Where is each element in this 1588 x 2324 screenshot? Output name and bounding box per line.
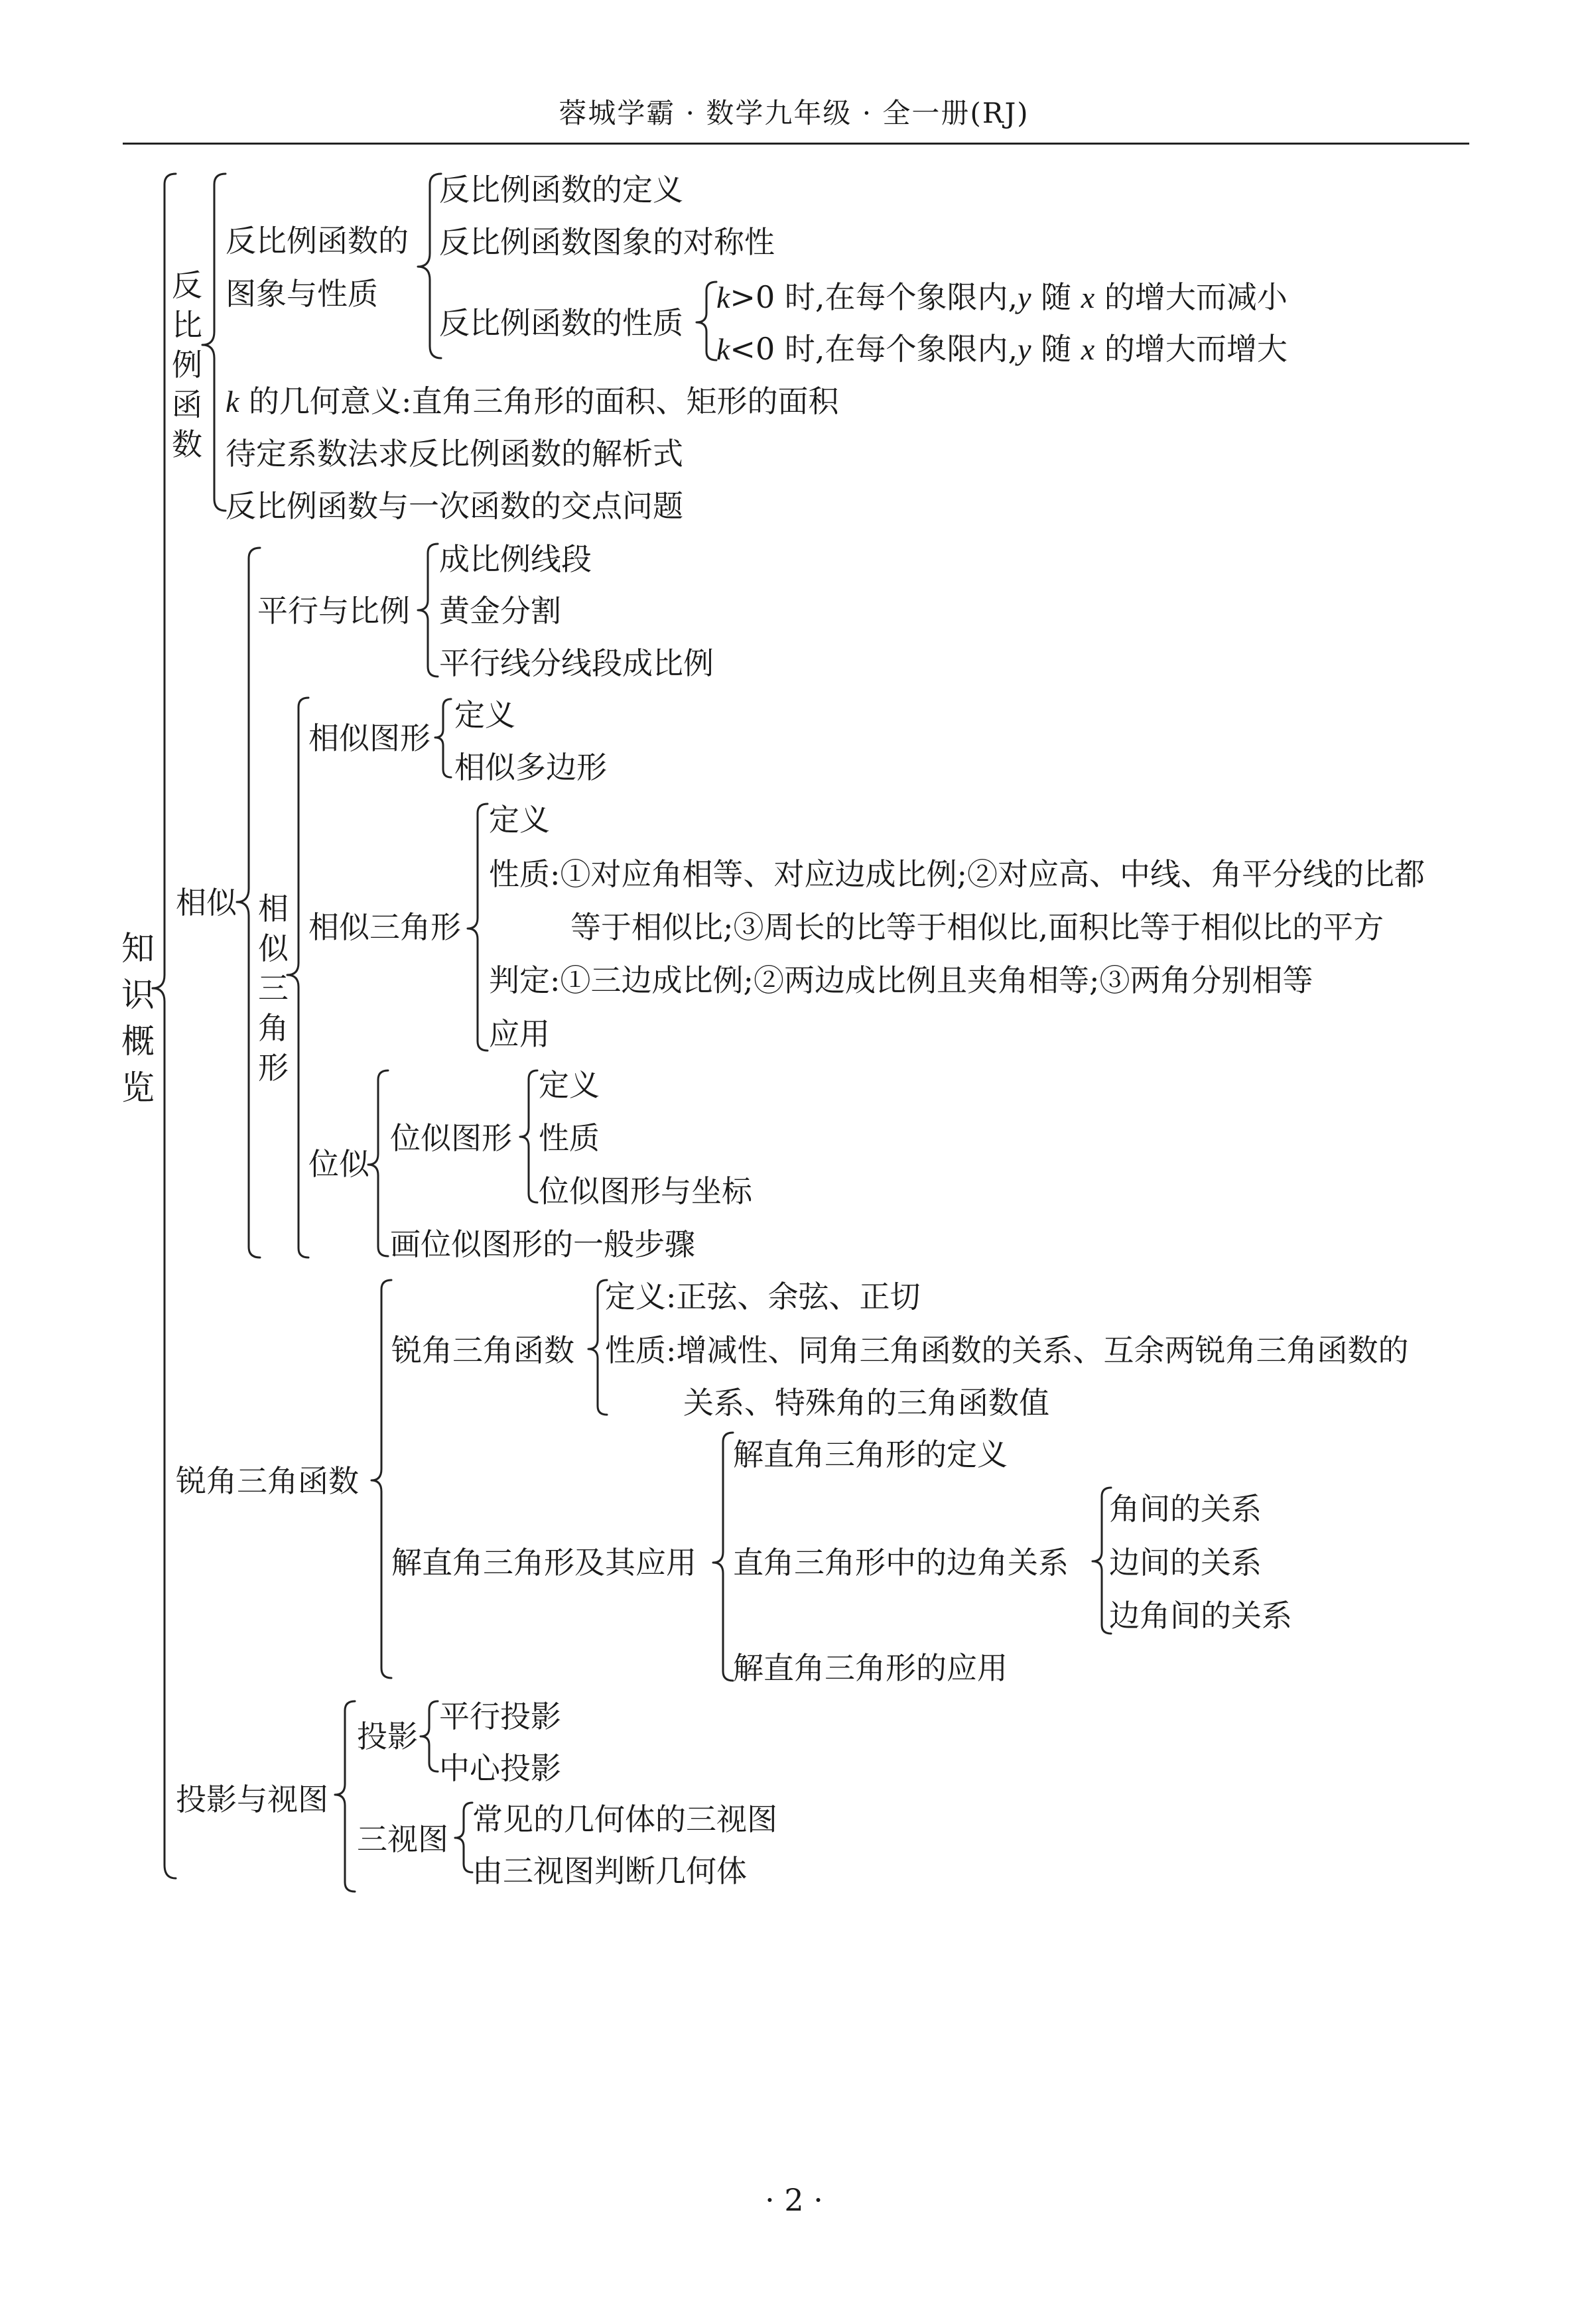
figures-title: 相似图形: [308, 720, 430, 756]
property-tail: 的增大而增大: [1094, 331, 1288, 367]
relation: <0: [730, 331, 775, 367]
property-tail: 的增大而减小: [1094, 279, 1288, 315]
graph-props-line1: 反比例函数的: [226, 223, 409, 259]
solving-definition: 解直角三角形的定义: [733, 1437, 1008, 1472]
property-mid: 随: [1031, 331, 1081, 367]
relation-angles: 角间的关系: [1109, 1491, 1262, 1527]
proj-title: 投影: [357, 1718, 418, 1754]
relation-sides: 边间的关系: [1109, 1545, 1262, 1581]
x-var: x: [1081, 332, 1095, 366]
k-meaning-text: 的几何意义:直角三角形的面积、矩形的面积: [239, 383, 839, 419]
proj-item-2: 中心投影: [439, 1750, 561, 1786]
triangles-definition: 定义: [489, 802, 550, 838]
homothety-figure-item-3: 位似图形与坐标: [539, 1173, 752, 1209]
acute-title: 锐角三角函数: [391, 1332, 574, 1368]
acute-definition: 定义:正弦、余弦、正切: [605, 1279, 921, 1315]
relation: >0: [730, 279, 775, 315]
inverse-title: 反比例函数: [172, 267, 202, 462]
brace-homothety-figure: [520, 1070, 537, 1202]
triangles-application: 应用: [489, 1016, 550, 1052]
relation-sides-angles: 边角间的关系: [1109, 1598, 1292, 1634]
brace-trig: [371, 1280, 391, 1678]
triangles-title: 相似三角形: [308, 909, 461, 945]
acute-property-1: 性质:增减性、同角三角函数的关系、互余两锐角三角函数的: [605, 1332, 1409, 1368]
inverse-definition: 反比例函数的定义: [439, 172, 683, 208]
views-item-2: 由三视图判断几何体: [472, 1853, 747, 1889]
brace-relations: [1092, 1488, 1111, 1634]
homothety-figure-title: 位似图形: [390, 1120, 512, 1156]
y-var: y: [1018, 281, 1031, 314]
brace-homothety: [368, 1070, 388, 1256]
triangles-property-2: 等于相似比;③周长的比等于相似比,面积比等于相似比的平方: [570, 909, 1384, 945]
solving-application: 解直角三角形的应用: [733, 1650, 1008, 1686]
property-item-positive: [716, 279, 1288, 315]
brace-graph-props: [418, 174, 441, 358]
similar-title: 相似: [176, 885, 237, 921]
solving-title: 解直角三角形及其应用: [391, 1545, 696, 1581]
triangles-property-1: 性质:①对应角相等、对应边成比例;②对应高、中线、角平分线的比都: [489, 856, 1425, 892]
parallel-item-2: 黄金分割: [439, 593, 561, 629]
property-item-negative: [716, 331, 1288, 367]
graph-props-line2: 图象与性质: [226, 276, 378, 312]
brace-property-items: [696, 282, 716, 360]
page-number: · 2 ·: [765, 2182, 823, 2218]
brace-figures: [435, 699, 451, 777]
projection-title: 投影与视图: [176, 1781, 328, 1817]
brace-acute: [588, 1280, 607, 1415]
homothety-figure-item-1: 定义: [539, 1067, 600, 1103]
root-label: 知识概览: [121, 929, 155, 1107]
k-var: k: [716, 332, 730, 366]
k-var: k: [716, 281, 730, 314]
homothety-title: 位似: [308, 1146, 369, 1182]
brace-projection: [335, 1701, 355, 1892]
undetermined-method: 待定系数法求反比例函数的解析式: [226, 436, 683, 472]
acute-property-2: 关系、特殊角的三角函数值: [683, 1385, 1049, 1421]
homothety-steps: 画位似图形的一般步骤: [390, 1226, 695, 1262]
parallel-item-3: 平行线分线段成比例: [439, 645, 714, 681]
brace-solving: [713, 1433, 733, 1681]
property-text: 时,在每个象限内,: [775, 331, 1018, 367]
triangles-judgement: 判定:①三边成比例;②两边成比例且夹角相等;③两角分别相等: [489, 962, 1313, 998]
running-header: 蓉城学霸 · 数学九年级 · 全一册(RJ): [559, 97, 1029, 129]
k-var: k: [226, 385, 239, 419]
brace-parallel: [418, 544, 438, 677]
views-title: 三视图: [357, 1821, 448, 1857]
brace-triangles: [468, 804, 488, 1051]
intersection-problem: 反比例函数与一次函数的交点问题: [226, 488, 683, 524]
property-text: 时,在每个象限内,: [775, 279, 1018, 315]
homothety-figure-item-2: 性质: [539, 1120, 600, 1156]
x-var: x: [1081, 281, 1095, 314]
trig-title: 锐角三角函数: [176, 1463, 359, 1499]
proj-item-1: 平行投影: [439, 1699, 561, 1734]
relations-title: 直角三角形中的边角关系: [733, 1545, 1069, 1581]
triangle-group-label: 相似三角形: [258, 891, 289, 1086]
parallel-title: 平行与比例: [257, 593, 410, 629]
property-mid: 随: [1031, 279, 1081, 315]
inverse-property-label: 反比例函数的性质: [439, 305, 683, 341]
inverse-symmetry: 反比例函数图象的对称性: [439, 224, 775, 260]
brace-views: [455, 1803, 472, 1872]
y-var: y: [1018, 332, 1031, 366]
k-meaning: [226, 383, 839, 419]
brace-proj: [421, 1701, 438, 1772]
parallel-item-1: 成比例线段: [439, 541, 592, 577]
figures-item-2: 相似多边形: [454, 749, 607, 785]
figures-item-1: 定义: [454, 697, 515, 733]
views-item-1: 常见的几何体的三视图: [472, 1801, 777, 1837]
